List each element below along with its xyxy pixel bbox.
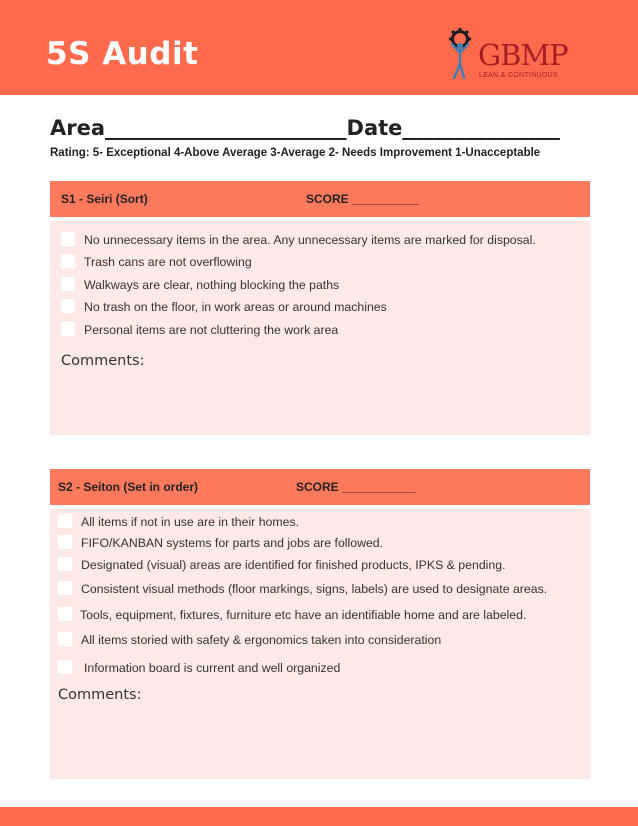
area-date-field[interactable]: Area_______________________Date_______________ [50,116,560,140]
page-header [0,0,638,95]
comments-label: Comments: [61,353,145,369]
checklist-item-label: Personal items are not cluttering the work area [84,323,339,337]
page-footer [0,807,638,826]
person-icon [452,43,468,78]
checkbox[interactable] [61,299,75,313]
checklist-item-label: All items storied with safety & ergonomics taken into consideration [81,633,442,647]
checklist-item-label: Tools, equipment, fixtures, furniture etc have an identifiable home and are labeled. [80,608,527,622]
checklist-item [50,252,590,272]
score-field[interactable]: SCORE __________ [306,192,419,206]
logo-tagline: LEAN & CONTINUOUS [479,72,558,79]
checklist-item [50,658,590,678]
section-header-s2 [50,469,590,505]
checklist-item [50,605,590,625]
section-title: S1 - Seiri (Sort) [61,192,148,206]
checklist-item [50,275,590,295]
checkbox[interactable] [58,535,72,549]
checkbox[interactable] [58,557,72,571]
checklist-item-label: Designated (visual) areas are identified for finished products, IPKS & pending. [81,558,506,572]
checkbox[interactable] [58,514,72,528]
checkbox[interactable] [58,581,72,595]
section-title: S2 - Seiton (Set in order) [58,480,199,494]
checklist-item [50,512,590,532]
checkbox[interactable] [61,232,75,246]
score-field[interactable]: SCORE ___________ [296,480,416,494]
checkbox[interactable] [58,660,72,674]
section-header-s1 [50,181,590,217]
checkbox[interactable] [61,277,75,291]
checkbox[interactable] [61,322,75,336]
checklist-item [50,533,590,553]
rating-legend: Rating: 5- Exceptional 4-Above Average 3-Average 2- Needs Improvement 1-Unacceptable [50,147,541,159]
checklist-item [50,630,590,650]
section-body-s2 [50,509,590,779]
page-title: 5S Audit [46,36,199,72]
checklist-item [50,230,590,250]
checklist-item [50,555,590,575]
logo-wordmark: GBMP [478,38,568,72]
checklist-item [50,320,590,340]
checklist-item-label: Walkways are clear, nothing blocking the paths [84,278,340,292]
checkbox[interactable] [58,607,72,621]
checkbox[interactable] [61,254,75,268]
checklist-item [50,579,590,599]
checklist-item-label: No unnecessary items in the area. Any unnecessary items are marked for disposal. [84,233,536,247]
section-body-s1 [50,221,590,435]
checklist-item-label: Consistent visual methods (floor markings, signs, labels) are used to designate areas. [81,582,548,596]
checklist-item-label: FIFO/KANBAN systems for parts and jobs are followed. [81,536,384,550]
checklist-item [50,297,590,317]
checklist-item-label: Trash cans are not overflowing [84,255,252,269]
checkbox[interactable] [58,632,72,646]
checklist-item-label: No trash on the floor, in work areas or around machines [84,300,387,314]
checklist-item-label: Information board is current and well organized [84,661,341,675]
comments-label: Comments: [58,687,142,703]
checklist-item-label: All items if not in use are in their homes. [81,515,300,529]
